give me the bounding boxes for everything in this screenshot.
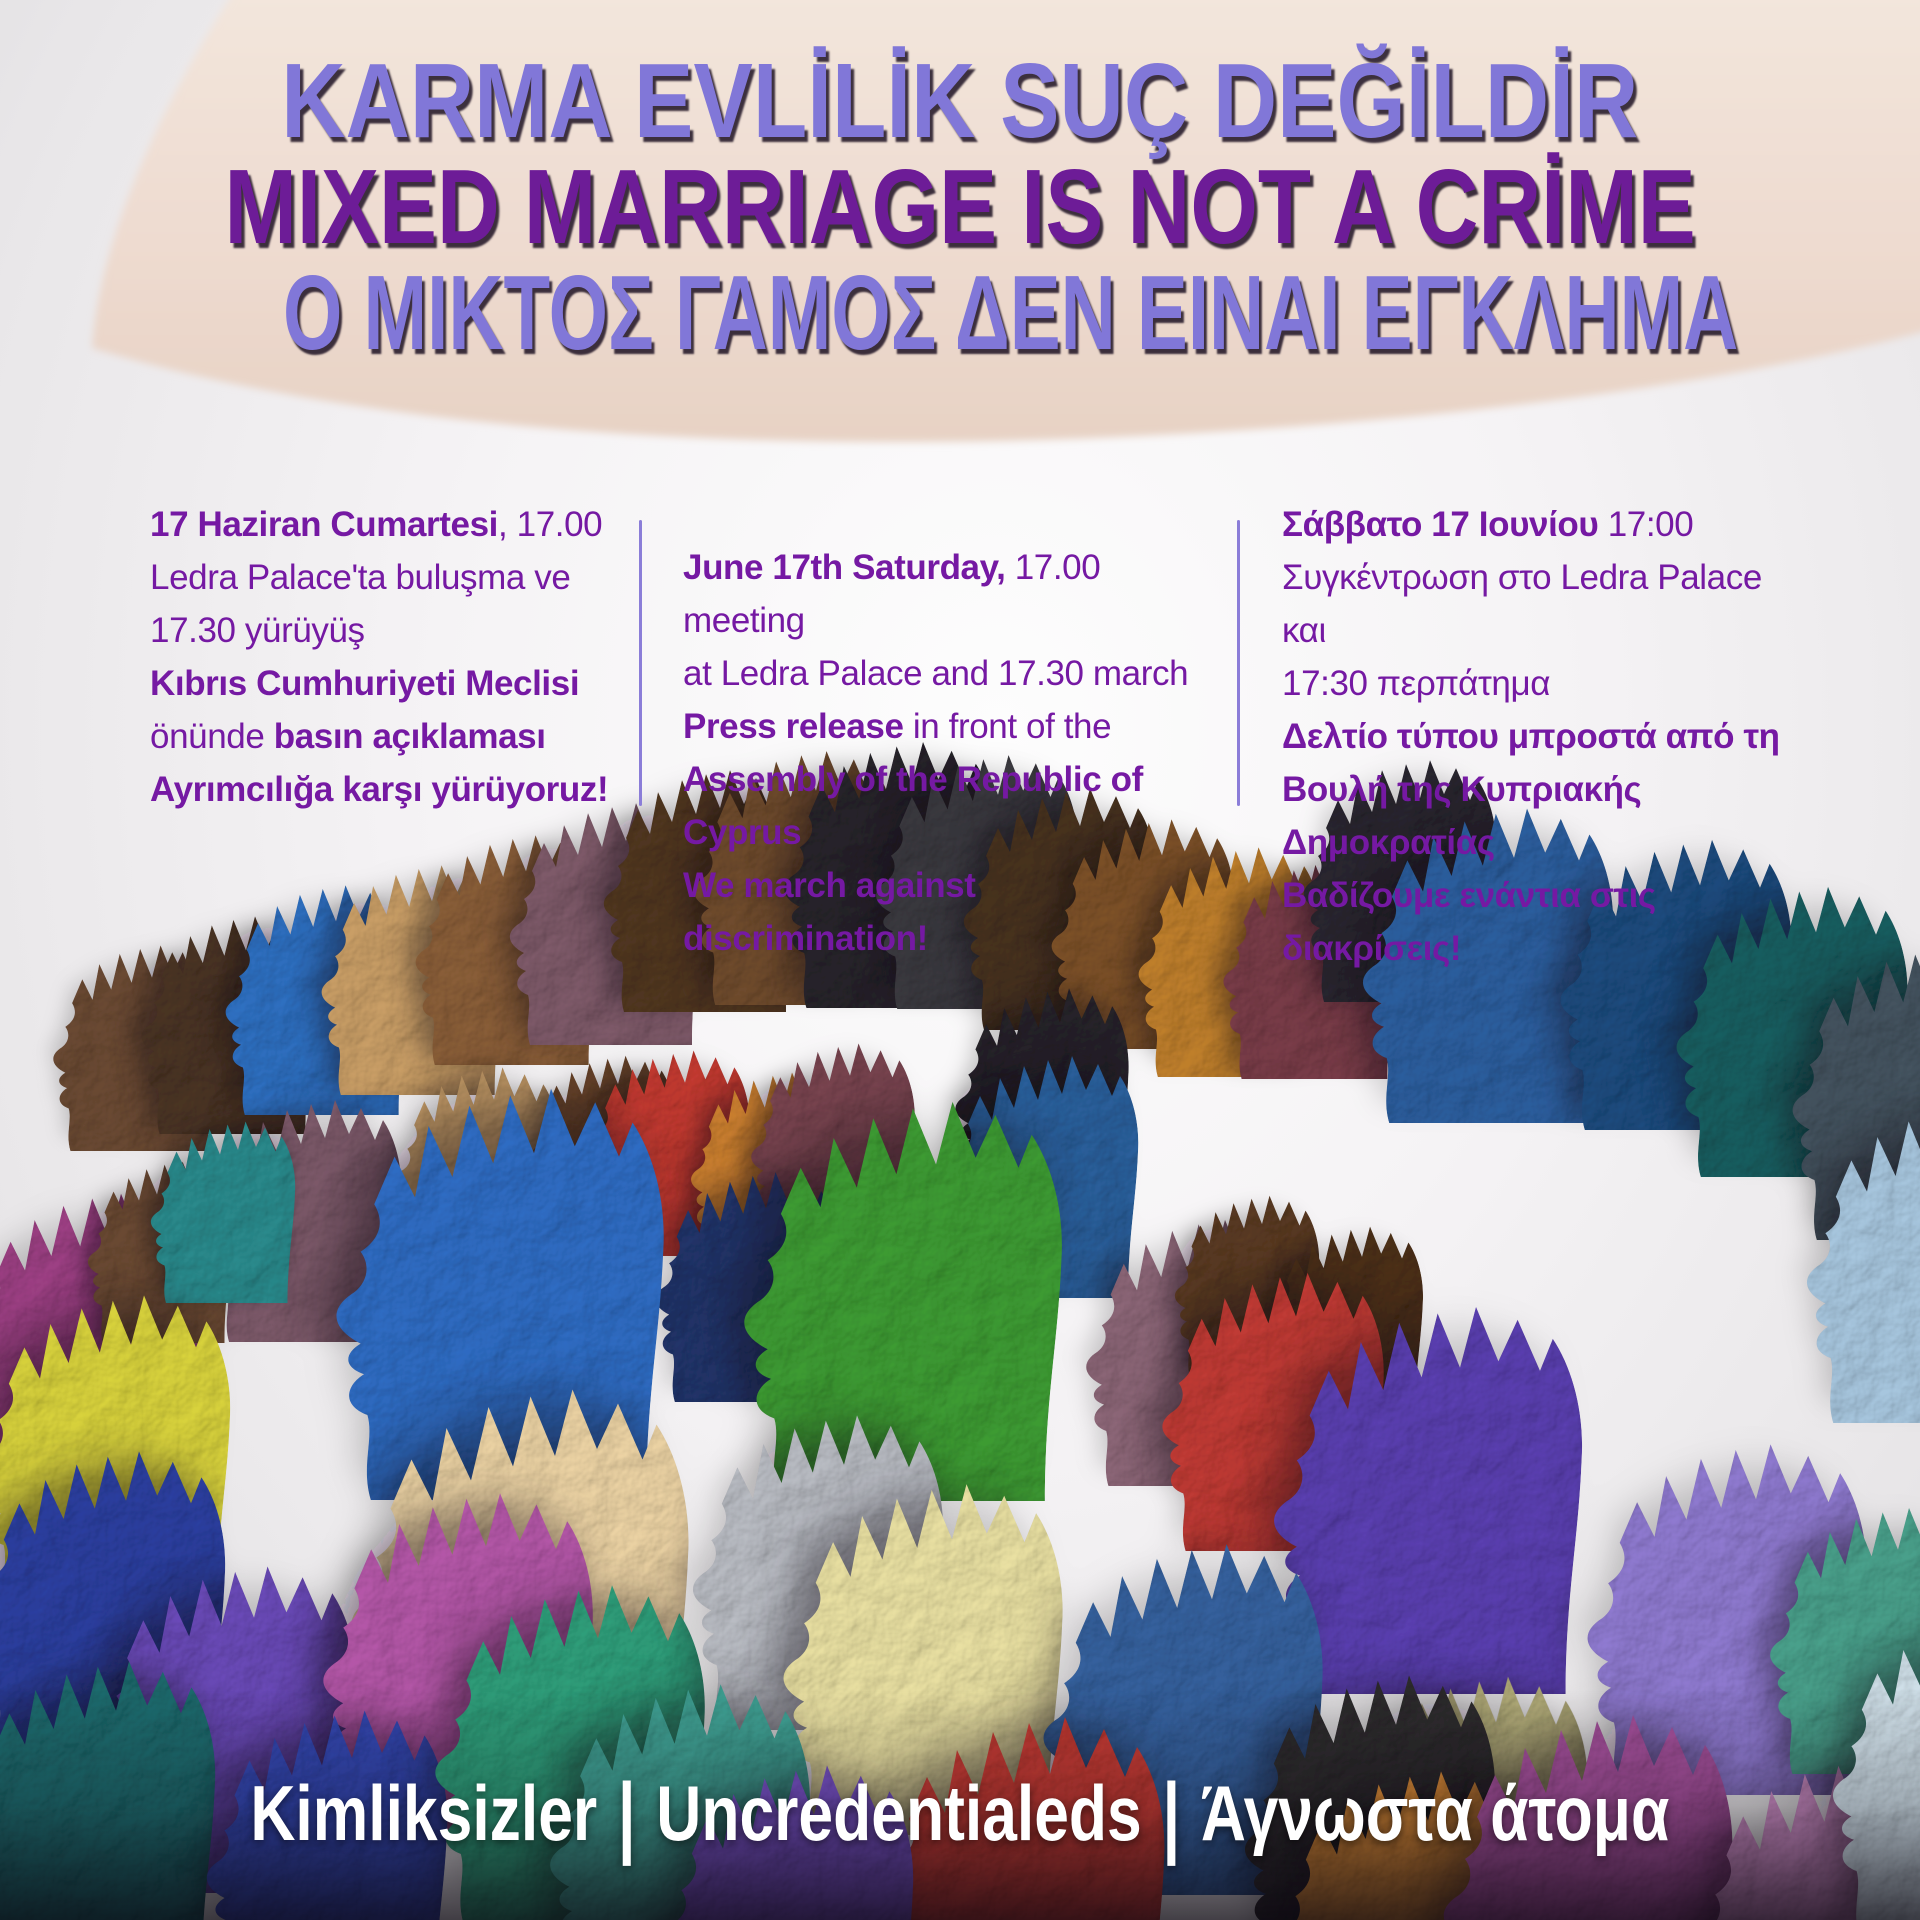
footer-separator: | xyxy=(618,1764,636,1866)
column-turkish xyxy=(150,498,630,816)
detail-text: at Ledra Palace and 17.30 march xyxy=(683,654,1189,693)
detail-line xyxy=(150,604,630,657)
detail-line xyxy=(683,859,1228,965)
detail-text: 17.30 yürüyüş xyxy=(150,611,365,650)
detail-text: Ayrımcılığa karşı yürüyoruz! xyxy=(150,770,609,809)
detail-text: Συγκέντρωση στο Ledra Palace και xyxy=(1282,558,1762,650)
headline-english xyxy=(0,148,1920,266)
detail-text: 17 Haziran Cumartesi xyxy=(150,505,498,544)
detail-line xyxy=(1282,498,1812,551)
detail-line xyxy=(683,647,1228,700)
footer-item: Άγνωστα άτομα xyxy=(1200,1769,1670,1857)
column-english xyxy=(683,541,1228,965)
detail-text: önünde xyxy=(150,717,274,756)
detail-line xyxy=(150,763,630,816)
detail-line xyxy=(1282,551,1812,657)
detail-text: , 17.00 xyxy=(497,505,603,544)
detail-line xyxy=(683,753,1228,859)
detail-line xyxy=(150,498,630,551)
detail-text: Kıbrıs Cumhuriyeti Meclisi xyxy=(150,664,580,703)
detail-text: We march against discrimination! xyxy=(683,866,976,958)
detail-line xyxy=(150,710,630,763)
detail-text: Σάββατο 17 Ιουνίου xyxy=(1282,505,1599,544)
headline-english-text: MIXED MARRIAGE IS NOT A CRİME xyxy=(224,148,1696,266)
footer-separator: | xyxy=(1162,1764,1181,1866)
detail-text: in front of the xyxy=(903,707,1112,746)
column-divider xyxy=(639,520,642,806)
detail-line xyxy=(1282,657,1812,710)
detail-text: Δελτίο τύπου μπροστά από τη xyxy=(1282,717,1780,756)
detail-line xyxy=(150,657,630,710)
detail-line xyxy=(683,700,1228,753)
column-greek xyxy=(1282,498,1812,975)
detail-text: Βαδίζουμε ενάντια στις διακρίσεις! xyxy=(1282,876,1656,968)
detail-line xyxy=(1282,763,1812,869)
footer-item: Uncredentialeds xyxy=(656,1769,1142,1857)
headline-turkish-text: KARMA EVLİLİK SUÇ DEĞİLDİR xyxy=(281,42,1639,160)
detail-line xyxy=(1282,869,1812,975)
detail-text: 17.00 meeting xyxy=(683,548,1101,640)
footer-item: Kimliksizler xyxy=(250,1769,598,1857)
headline-greek-text: Ο ΜΙΚΤΟΣ ΓΑΜΟΣ ΔΕΝ ΕΙΝΑΙ ΕΓΚΛΗΜΑ xyxy=(282,254,1739,372)
detail-line xyxy=(150,551,630,604)
column-divider xyxy=(1237,520,1240,806)
detail-line xyxy=(683,541,1228,647)
detail-line xyxy=(1282,710,1812,763)
detail-text: 17:30 περπάτημα xyxy=(1282,664,1551,703)
detail-text: June 17th Saturday, xyxy=(683,548,1006,587)
headline-turkish xyxy=(0,42,1920,160)
detail-text: 17:00 xyxy=(1598,505,1694,544)
detail-text: Assembly of the Republic of Cyprus xyxy=(683,760,1143,852)
detail-text: basın açıklaması xyxy=(273,717,546,756)
detail-text: Ledra Palace'ta buluşma ve xyxy=(150,558,571,597)
footer-bar xyxy=(0,1764,1920,1866)
footer-text xyxy=(250,1764,1670,1866)
headline-greek xyxy=(0,254,1920,372)
detail-text: Βουλή της Κυπριακής Δημοκρατίας xyxy=(1282,770,1642,862)
detail-text: Press release xyxy=(683,707,904,746)
